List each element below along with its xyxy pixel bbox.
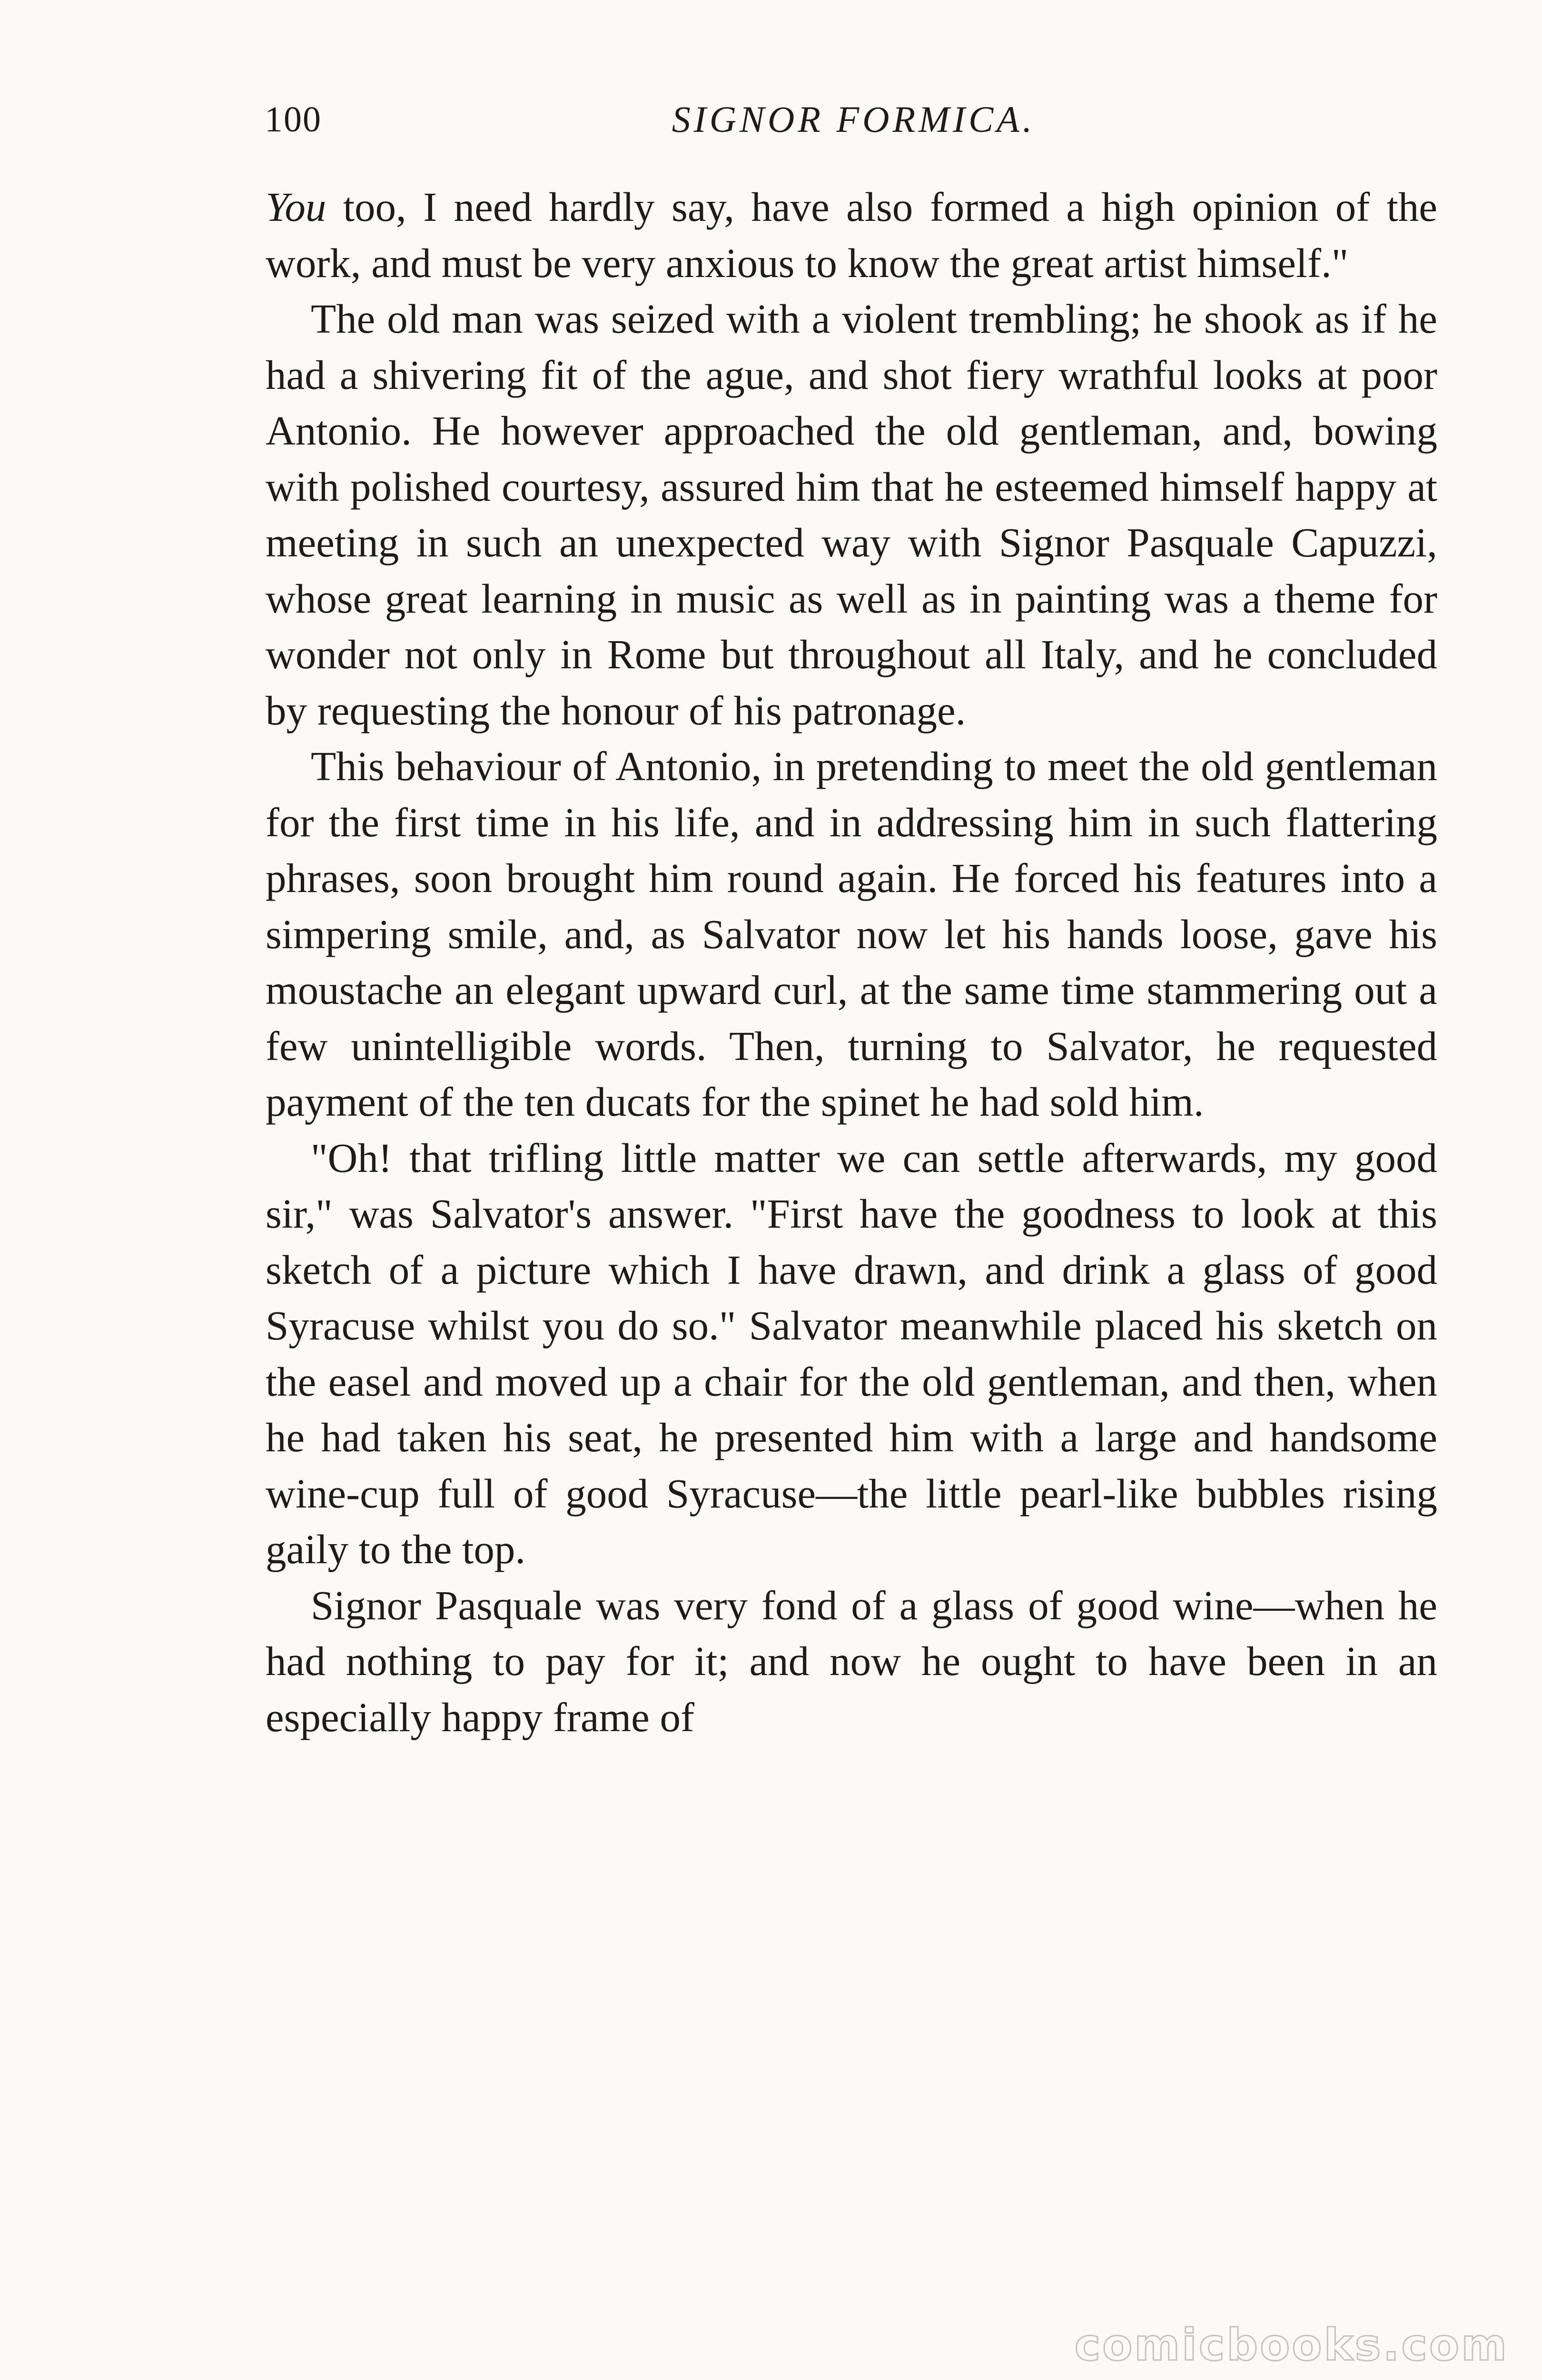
paragraph-1: [266, 179, 1437, 291]
paragraph-2: The old man was seized with a violent trembling; he shook as if he had a shivering fit of the ague, and shot fiery wrathful looks at poor Antonio. He however approached the old gentleman, and, bowing with polished courtesy, assured him that he esteemed himself happy at meeting in such an unexpected way with Signor Pasquale Capuzzi, whose great learning in music as well as in painting was a theme for wonder not only in Rome but throughout all Italy, and he concluded by requesting the honour of his patronage.: [266, 296, 1437, 734]
paragraph-3: This behaviour of Antonio, in pretending to meet the old gentleman for the first time in his life, and in addressing him in such flattering phrases, soon brought him round again. He forced his features into a simpering smile, and, as Salvator now let his hands loose, gave his moustache an elegant upward curl, at the same time stammering out a few unintelligible words. Then, turning to Salvator, he requested payment of the ten ducats for the spinet he had sold him.: [266, 743, 1437, 1125]
book-title: SIGNOR FORMICA.: [672, 99, 1036, 140]
site-watermark: comicbooks.com: [1074, 2320, 1509, 2370]
paragraph-1-lead-word: You: [266, 184, 326, 230]
paragraph-5: Signor Pasquale was very fond of a glass of good wine—when he had nothing to pay for it; and now he ought to have been in an especially happy frame of: [266, 1582, 1437, 1740]
body-text: [266, 179, 1437, 1745]
running-head: [265, 93, 1443, 146]
paragraph-1-text: too, I need hardly say, have also formed a high opinion of the work, and must be very anxious to know the great artist himself.": [266, 184, 1437, 286]
paragraph-4: "Oh! that trifling little matter we can settle afterwards, my good sir," was Salvator's answer. "First have the goodness to look at this sketch of a picture which I have drawn, and drink a glass of good Syracuse whilst you do so." Salvator meanwhile placed his sketch on the easel and moved up a chair for the old gentleman, and then, when he had taken his seat, he presented him with a large and handsome wine-cup full of good Syracuse—the little pearl-like bubbles rising gaily to the top.: [266, 1134, 1437, 1572]
page-number: 100: [265, 99, 322, 139]
